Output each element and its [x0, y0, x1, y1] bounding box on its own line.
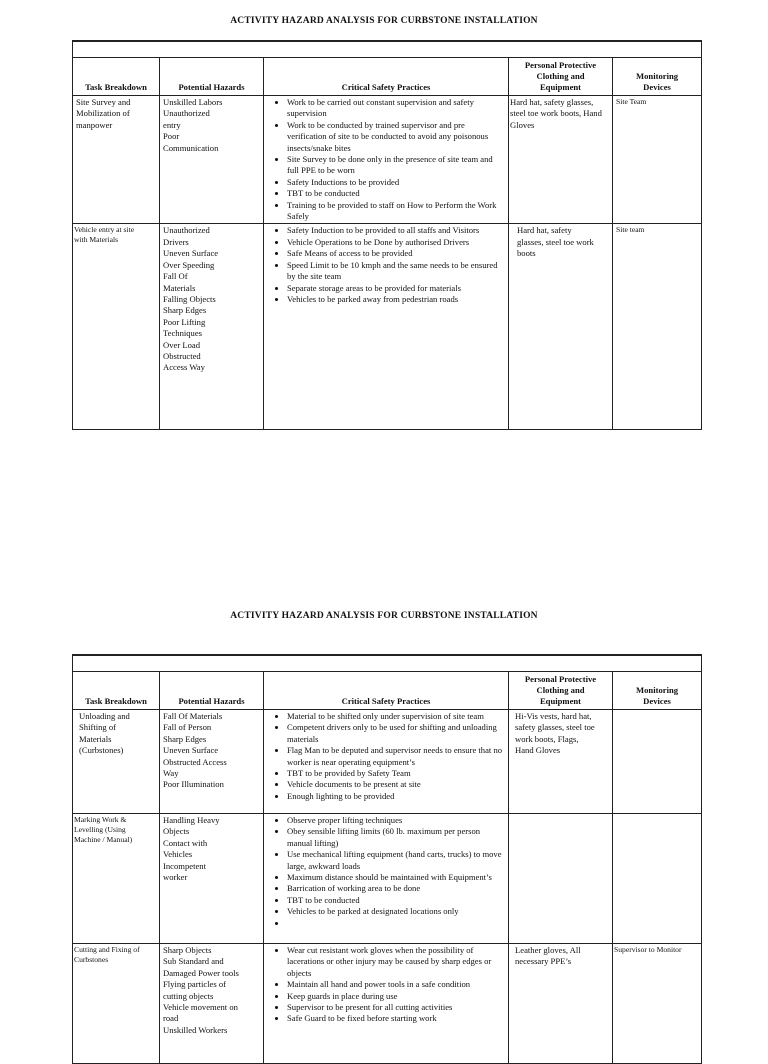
- practice-item: • Work to be conducted by trained supervisor and pre verification of site to be conducted to avoid any poisonous insects/snake bites: [287, 120, 505, 154]
- practices-cell: [264, 814, 509, 944]
- monitoring-cell: Supervisor to Monitor: [613, 944, 702, 1064]
- practice-item: • TBT to be conducted: [287, 188, 505, 199]
- ppe-cell: [509, 814, 613, 944]
- table-header-row: [73, 58, 702, 96]
- monitoring-cell: Site Team: [613, 96, 702, 224]
- practice-item: • Safe Means of access to be provided: [287, 248, 505, 259]
- practice-item: • Use mechanical lifting equipment (hand carts, trucks) to move large, awkward loads: [287, 849, 505, 872]
- practice-item: • Maintain all hand and power tools in a safe condition: [287, 979, 505, 990]
- practice-item: • Separate storage areas to be provided for materials: [287, 283, 505, 294]
- practice-item: • Vehicles to be parked at designated locations only: [287, 906, 505, 917]
- table-row: [73, 944, 702, 1064]
- ppe-cell: Hard hat, safety glasses, steel toe work boots, Hand Gloves: [509, 96, 613, 224]
- header-monitoring: Monitoring Devices: [613, 672, 702, 710]
- header-ppe: Personal Protective Clothing and Equipment: [509, 672, 613, 710]
- practices-cell: [264, 224, 509, 430]
- practice-item: • Keep guards in place during use: [287, 991, 505, 1002]
- practice-item: • Safety Inductions to be provided: [287, 177, 505, 188]
- hazards-cell: Unskilled Labors Unauthorized entry Poor Communication: [160, 96, 264, 224]
- header-hazards: Potential Hazards: [160, 672, 264, 710]
- header-task: Task Breakdown: [73, 672, 160, 710]
- task-cell: Marking Work & Levelling (Using Machine / Manual): [73, 814, 160, 944]
- practice-item: • Training to be provided to staff on How to Perform the Work Safely: [287, 200, 505, 223]
- practice-item: • Supervisor to be present for all cutting activities: [287, 1002, 505, 1013]
- hazard-table-1: [72, 40, 702, 430]
- document-title: ACTIVITY HAZARD ANALYSIS FOR CURBSTONE INSTALLATION: [230, 611, 538, 621]
- table-row: [73, 710, 702, 814]
- monitoring-cell: Site team: [613, 224, 702, 430]
- practice-item: • Competent drivers only to be used for shifting and unloading materials: [287, 722, 505, 745]
- table-header-row: [73, 672, 702, 710]
- practice-item: • TBT to be provided by Safety Team: [287, 768, 505, 779]
- practice-item: • Speed Limit to be 10 kmph and the same needs to be ensured by the site team: [287, 260, 505, 283]
- ppe-cell: Leather gloves, All necessary PPE’s: [509, 944, 613, 1064]
- document-title: ACTIVITY HAZARD ANALYSIS FOR CURBSTONE INSTALLATION: [230, 16, 538, 26]
- practice-item: • Vehicle documents to be present at site: [287, 779, 505, 790]
- practice-item: • Safety Induction to be provided to all staffs and Visitors: [287, 225, 505, 236]
- practices-cell: [264, 710, 509, 814]
- table-row: [73, 96, 702, 224]
- table-row: [73, 224, 702, 430]
- header-practices: Critical Safety Practices: [264, 58, 509, 96]
- task-cell: Site Survey and Mobilization of manpower: [73, 96, 160, 224]
- monitoring-cell: [613, 710, 702, 814]
- hazards-cell: Fall Of Materials Fall of Person Sharp Edges Uneven Surface Obstructed Access Way Poor Illumination: [160, 710, 264, 814]
- header-task: Task Breakdown: [73, 58, 160, 96]
- header-practices: Critical Safety Practices: [264, 672, 509, 710]
- task-cell: Unloading and Shifting of Materials (Curbstones): [73, 710, 160, 814]
- practice-item: • Wear cut resistant work gloves when the possibility of lacerations or other injury may be caused by sharp edges or objects: [287, 945, 505, 979]
- practice-item: • Obey sensible lifting limits (60 lb. maximum per person manual lifting): [287, 826, 505, 849]
- header-hazards: Potential Hazards: [160, 58, 264, 96]
- monitoring-cell: [613, 814, 702, 944]
- practice-item: • Material to be shifted only under supervision of site team: [287, 711, 505, 722]
- ppe-cell: Hard hat, safety glasses, steel toe work boots: [509, 224, 613, 430]
- table-row: [73, 814, 702, 944]
- table-top-band: [73, 41, 702, 58]
- practice-item: • Work to be carried out constant supervision and safety supervision: [287, 97, 505, 120]
- practice-item: • Vehicle Operations to be Done by authorised Drivers: [287, 237, 505, 248]
- practice-item: • Maximum distance should be maintained with Equipment’s: [287, 872, 505, 883]
- practice-item: • TBT to be conducted: [287, 895, 505, 906]
- ppe-cell: Hi-Vis vests, hard hat, safety glasses, steel toe work boots, Flags, Hand Gloves: [509, 710, 613, 814]
- practice-item: • Vehicles to be parked away from pedestrian roads: [287, 294, 505, 305]
- practices-cell: [264, 944, 509, 1064]
- practice-item: • Site Survey to be done only in the presence of site team and full PPE to be worn: [287, 154, 505, 177]
- hazards-cell: Handling Heavy Objects Contact with Vehicles Incompetent worker: [160, 814, 264, 944]
- header-monitoring: Monitoring Devices: [613, 58, 702, 96]
- practice-item: • Barrication of working area to be done: [287, 883, 505, 894]
- practice-item: [287, 918, 505, 929]
- practice-item: • Enough lighting to be provided: [287, 791, 505, 802]
- practice-item: • Safe Guard to be fixed before starting work: [287, 1013, 505, 1024]
- task-cell: Cutting and Fixing of Curbstones: [73, 944, 160, 1064]
- practices-cell: [264, 96, 509, 224]
- hazards-cell: Sharp Objects Sub Standard and Damaged Power tools Flying particles of cutting objects Vehicle movement on road Unskilled Workers: [160, 944, 264, 1064]
- practice-item: • Flag Man to be deputed and supervisor needs to ensure that no worker is near operating equipment’s: [287, 745, 505, 768]
- table-top-band: [73, 655, 702, 672]
- practice-item: • Observe proper lifting techniques: [287, 815, 505, 826]
- hazard-table-2: [72, 654, 702, 1064]
- hazards-cell: Unauthorized Drivers Uneven Surface Over Speeding Fall Of Materials Falling Objects Sharp Edges Poor Lifting Techniques Over Load Obstructed Access Way: [160, 224, 264, 430]
- task-cell: Vehicle entry at site with Materials: [73, 224, 160, 430]
- header-ppe: Personal Protective Clothing and Equipment: [509, 58, 613, 96]
